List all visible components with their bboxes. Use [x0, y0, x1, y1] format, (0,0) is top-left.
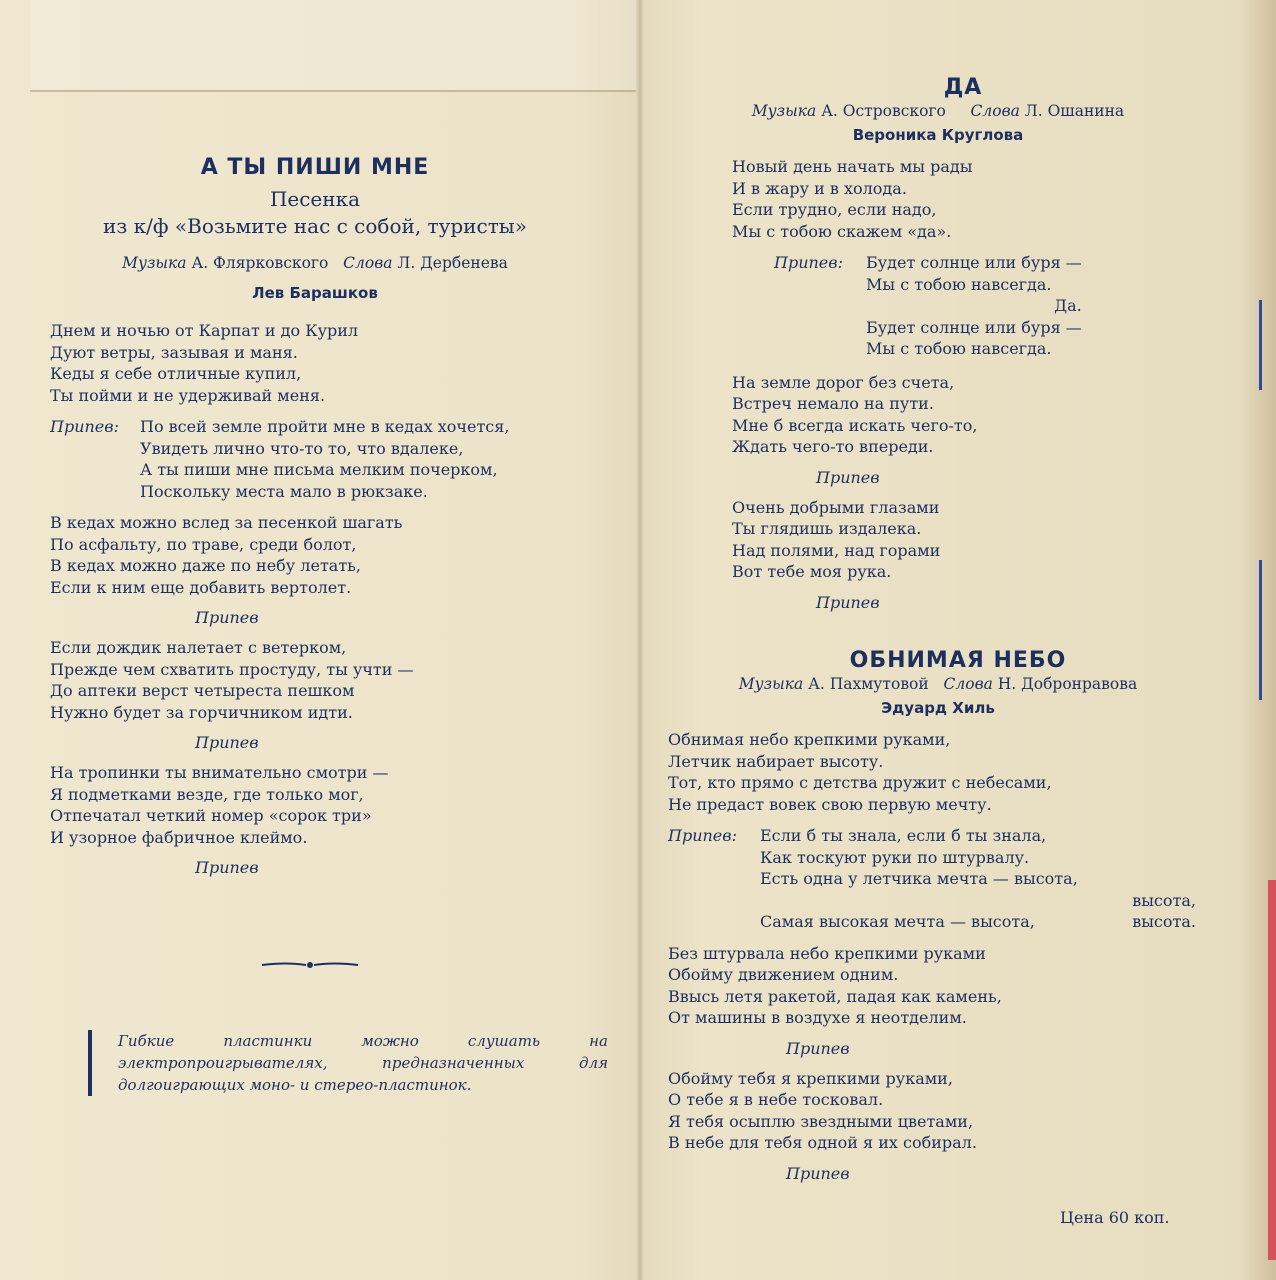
words-author: Л. Ошанина — [1024, 102, 1125, 120]
verse — [50, 320, 580, 406]
music-author: А. Островского — [821, 102, 946, 120]
song-title: ДА — [943, 75, 983, 100]
right-song-da — [668, 75, 1208, 612]
line: Встреч немало на пути. — [732, 394, 934, 413]
line: Ты пойми и не удерживай меня. — [50, 385, 326, 405]
line: Обойму движением одним. — [668, 965, 899, 984]
words-label: Слова — [343, 254, 393, 272]
line: И в жару и в холода. — [732, 178, 907, 198]
edge-blue-mark — [1259, 300, 1262, 390]
line: В кедах можно даже по небу летать, — [50, 556, 361, 575]
line: Если дождик налетает с ветерком, — [50, 638, 347, 657]
performer: Лев Барашков — [252, 284, 378, 302]
verse — [50, 762, 580, 848]
chorus-label: Припев: — [668, 826, 737, 845]
right-song-obnimaya — [668, 648, 1208, 1183]
chorus — [50, 416, 580, 502]
line: Я подметками везде, где только мог, — [50, 784, 364, 804]
line: Увидеть лично что-то то, что вдалеке, — [140, 438, 464, 458]
line: О тебе я в небе тосковал. — [668, 1090, 884, 1109]
chorus — [774, 252, 1208, 360]
line: Будет солнце или буря — — [866, 253, 1082, 272]
performer: Эдуард Хиль — [881, 699, 995, 717]
music-label: Музыка — [738, 675, 804, 693]
verse — [50, 512, 580, 598]
ornament-divider — [262, 960, 358, 970]
words-author: Н. Добронравова — [997, 675, 1138, 693]
line: Тот, кто прямо с детства дружит с небесами, — [668, 773, 1052, 792]
verse — [668, 729, 1208, 815]
refrain: Припев — [195, 858, 259, 877]
music-label: Музыка — [751, 102, 817, 120]
line: Ввысь летя ракетой, падая как камень, — [668, 986, 1002, 1006]
line-part: высота. — [1132, 912, 1196, 931]
line: Мы с тобою навсегда. — [866, 274, 1052, 294]
line: В кедах можно вслед за песенкой шагать — [50, 513, 403, 532]
line: Нужно будет за горчичником идти. — [50, 702, 353, 722]
refrain: Припев — [786, 1038, 850, 1058]
paper-flap — [30, 0, 636, 92]
line: Летчик набирает высоту. — [668, 751, 884, 771]
line: Не предаст вовек свою первую мечту. — [668, 794, 992, 814]
refrain: Припев — [195, 733, 259, 752]
song-credits — [50, 254, 580, 272]
line: На земле дорог без счета, — [732, 372, 955, 392]
refrain: Припев — [816, 592, 880, 612]
center-fold — [636, 0, 644, 1280]
line: Очень добрыми глазами — [732, 497, 940, 517]
chorus — [668, 825, 1208, 933]
line: Новый день начать мы рады — [732, 157, 973, 176]
line: Вот тебе моя рука. — [732, 562, 892, 581]
verse — [668, 943, 1208, 1029]
price-label: Цена 60 коп. — [1060, 1208, 1170, 1227]
chorus-label: Припев: — [774, 253, 843, 272]
edge-red-strip — [1268, 880, 1276, 1260]
music-author: А. Пахмутовой — [808, 675, 929, 693]
song-subtitle: Песенка — [269, 187, 361, 211]
info-note: Гибкие пластинки можно слушать на электропроигрывателях, предназначенных для долгоиграющих моно- и стерео-пластинок. — [88, 1030, 608, 1096]
song-film: из к/ф «Возьмите нас с собой, туристы» — [103, 214, 527, 238]
words-label: Слова — [970, 102, 1020, 120]
line: Кеды я себе отличные купил, — [50, 364, 302, 383]
line: Обнимая небо крепкими руками, — [668, 730, 951, 749]
line: Я тебя осыплю звездными цветами, — [668, 1111, 974, 1131]
line: Если к ним еще добавить вертолет. — [50, 577, 352, 597]
song-credits — [668, 675, 1208, 693]
words-label: Слова — [943, 675, 993, 693]
line: Если трудно, если надо, — [732, 200, 937, 219]
line: Обойму тебя я крепкими руками, — [668, 1068, 953, 1088]
left-song — [50, 155, 580, 877]
line: Дуют ветры, зазывая и маня. — [50, 342, 298, 362]
line: Ты глядишь издалека. — [732, 519, 922, 538]
line: Поскольку места мало в рюкзаке. — [140, 481, 428, 501]
line: Если б ты знала, если б ты знала, — [760, 826, 1047, 845]
line: Будет солнце или буря — — [866, 317, 1082, 337]
verse — [50, 637, 580, 723]
chorus-label: Припев: — [50, 417, 119, 436]
music-label: Музыка — [122, 254, 187, 272]
line: В небе для тебя одной я их собирал. — [668, 1133, 977, 1152]
line: Есть одна у летчика мечта — высота, — [760, 869, 1078, 888]
line: От машины в воздухе я неотделим. — [668, 1008, 967, 1027]
line: Мы с тобою скажем «да». — [732, 221, 952, 241]
refrain: Припев — [816, 467, 880, 487]
words-author: Л. Дербенева — [397, 254, 508, 272]
line: По всей земле пройти мне в кедах хочется, — [140, 417, 510, 436]
music-author: А. Флярковского — [191, 254, 329, 272]
song-credits — [668, 102, 1208, 120]
line: На тропинки ты внимательно смотри — — [50, 763, 389, 782]
line: А ты пиши мне письма мелким почерком, — [140, 460, 498, 479]
line: Ждать чего-то впереди. — [732, 437, 934, 456]
line: Днем и ночью от Карпат и до Курил — [50, 321, 359, 340]
line: Как тоскуют руки по штурвалу. — [760, 847, 1030, 867]
line: Мне б всегда искать чего-то, — [732, 415, 978, 435]
line — [760, 911, 1196, 933]
refrain: Припев — [195, 608, 259, 627]
song-title: А ТЫ ПИШИ МНЕ — [200, 155, 430, 180]
line: Над полями, над горами — [732, 540, 941, 560]
line: Мы с тобою навсегда. — [866, 339, 1052, 358]
verse — [732, 156, 1208, 242]
line: По асфальту, по траве, среди болот, — [50, 534, 357, 554]
verse — [668, 1068, 1208, 1154]
song-title: ОБНИМАЯ НЕБО — [849, 648, 1067, 673]
line: Да. — [1054, 296, 1082, 315]
verse — [732, 372, 1208, 458]
refrain: Припев — [786, 1163, 850, 1183]
line: высота, — [1132, 890, 1196, 910]
line: До аптеки верст четыреста пешком — [50, 681, 355, 700]
verse — [732, 497, 1208, 583]
line-part: Самая высокая мечта — высота, — [760, 912, 1035, 931]
line: Без штурвала небо крепкими руками — [668, 943, 986, 963]
edge-blue-mark — [1259, 560, 1262, 700]
performer: Вероника Круглова — [852, 126, 1024, 144]
line: И узорное фабричное клеймо. — [50, 827, 308, 847]
line: Прежде чем схватить простуду, ты учти — — [50, 659, 414, 679]
line: Отпечатал четкий номер «сорок три» — [50, 806, 372, 825]
